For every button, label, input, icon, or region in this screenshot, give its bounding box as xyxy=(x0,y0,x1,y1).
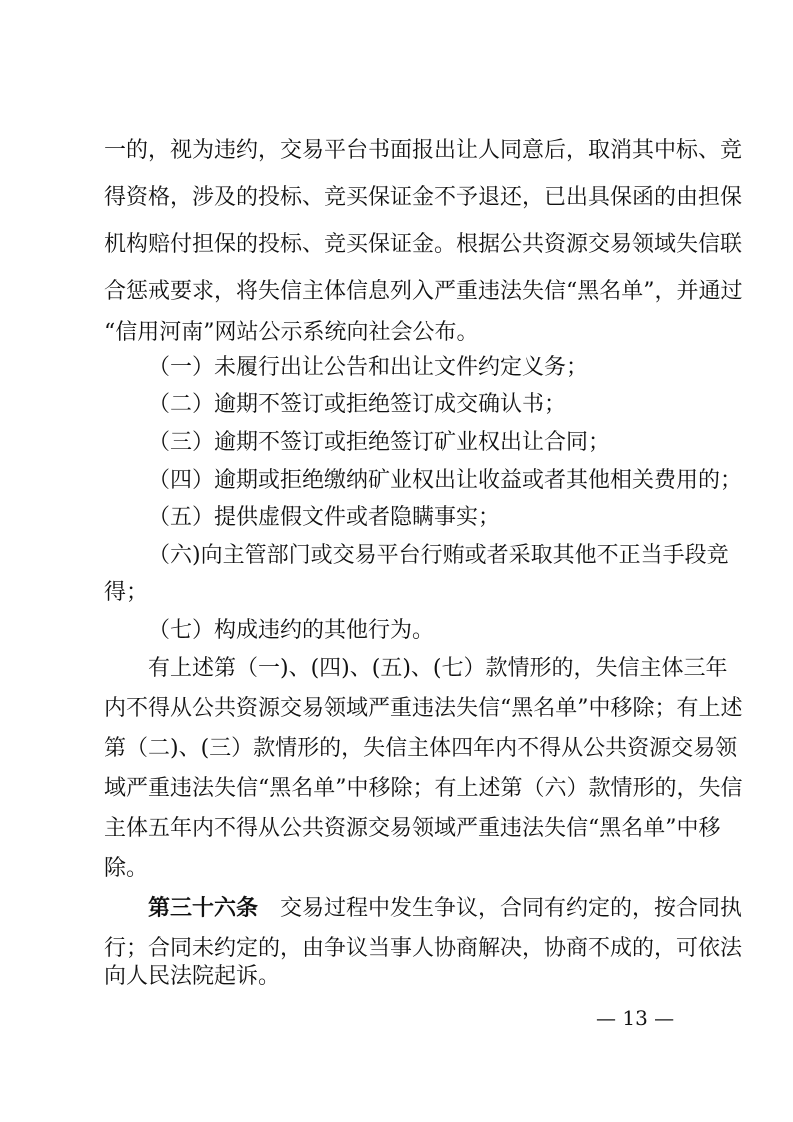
item-6-line-1: （六)向主管部门或交易平台行贿或者采取其他不正当手段竞 xyxy=(148,543,729,568)
penalties-line-4: 域严重违法失信“黑名单”中移除；有上述第（六）款情形的，失信 xyxy=(104,776,743,801)
intro-line-2: 得资格，涉及的投标、竞买保证金不予退还，已出具保函的由担保 xyxy=(104,185,743,210)
item-3: （三）逾期不签订或拒绝签订矿业权出让合同； xyxy=(148,430,611,455)
item-5: （五）提供虚假文件或者隐瞒事实； xyxy=(148,505,501,530)
item-1: （一）未履行出让公告和出让文件约定义务； xyxy=(148,355,589,380)
intro-line-3: 机构赔付担保的投标、竞买保证金。根据公共资源交易领域失信联 xyxy=(104,232,743,257)
page-number: — 13 — xyxy=(596,1006,675,1030)
item-6-line-2: 得； xyxy=(104,580,149,605)
intro-line-5: “信用河南”网站公示系统向社会公布。 xyxy=(104,320,479,345)
article-36-heading: 第三十六条 xyxy=(148,896,259,921)
penalties-line-2: 内不得从公共资源交易领域严重违法失信“黑名单”中移除；有上述 xyxy=(104,696,743,721)
penalties-line-5: 主体五年内不得从公共资源交易领域严重违法失信“黑名单”中移 xyxy=(104,816,721,841)
item-2: （二）逾期不签订或拒绝签订成交确认书； xyxy=(148,392,567,417)
article-36-line-3-wrapper xyxy=(104,962,694,992)
intro-line-4: 合惩戒要求，将失信主体信息列入严重违法失信“黑名单”，并通过 xyxy=(104,279,743,304)
penalties-line-6: 除。 xyxy=(104,856,149,881)
article-36-line-2: 行；合同未约定的，由争议当事人协商解决，协商不成的，可依法 xyxy=(104,936,743,961)
article-36-text-1: 交易过程中发生争议，合同有约定的，按合同执 xyxy=(280,896,743,921)
article-36-first-line xyxy=(148,894,743,924)
article-36-line-3: 向人民法院起诉。 xyxy=(104,964,281,989)
penalties-line-3: 第（二)、(三）款情形的，失信主体四年内不得从公共资源交易领 xyxy=(104,736,738,761)
item-4: （四）逾期或拒绝缴纳矿业权出让收益或者其他相关费用的； xyxy=(148,468,743,493)
penalties-line-1: 有上述第（一)、(四)、(五)、(七）款情形的，失信主体三年 xyxy=(148,656,728,681)
item-7: （七）构成违约的其他行为。 xyxy=(148,618,435,643)
intro-line-1: 一的，视为违约，交易平台书面报出让人同意后，取消其中标、竞 xyxy=(104,138,743,163)
